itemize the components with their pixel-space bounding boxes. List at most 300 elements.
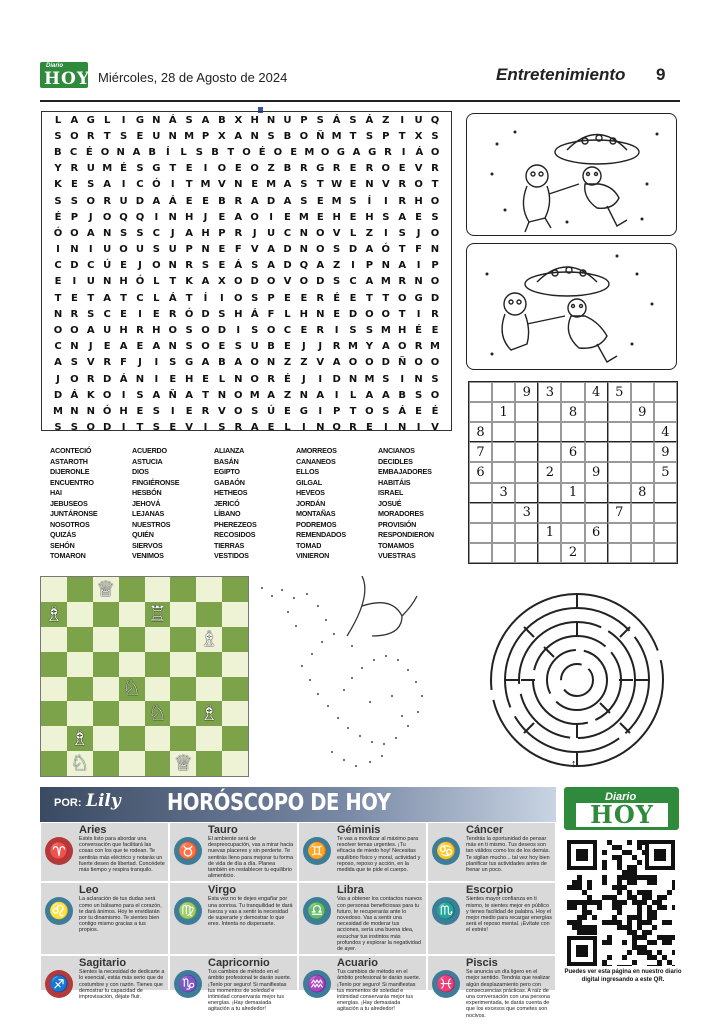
- chess-square[interactable]: [93, 701, 119, 726]
- word-search-letter: S: [136, 227, 144, 239]
- word-search-letter: I: [416, 422, 421, 434]
- sudoku-cell[interactable]: 1: [492, 402, 515, 422]
- word-search-letter: É: [333, 292, 341, 304]
- word-search-letter: J: [88, 211, 93, 223]
- chess-square[interactable]: [145, 677, 171, 702]
- word-search-letter: A: [316, 389, 325, 401]
- sudoku-cell[interactable]: 7: [608, 503, 631, 523]
- word-search-letter: O: [234, 405, 243, 417]
- sudoku-cell[interactable]: [538, 503, 561, 523]
- word-search-letter: E: [218, 211, 226, 223]
- chess-square[interactable]: ♘: [119, 677, 145, 702]
- word-list-item: MORADORES: [378, 509, 424, 518]
- word-search-row: [42, 420, 451, 436]
- sudoku-cell[interactable]: [469, 543, 492, 563]
- word-search-letter: Á: [365, 114, 374, 126]
- word-search-letter: X: [218, 276, 226, 288]
- word-search-letter: V: [283, 276, 292, 288]
- word-search-letter: C: [103, 308, 111, 320]
- word-search-letter: S: [185, 325, 193, 337]
- chess-square[interactable]: [119, 701, 145, 726]
- word-search-letter: I: [154, 211, 159, 223]
- word-search-letter: N: [299, 227, 309, 239]
- chess-square[interactable]: [170, 701, 196, 726]
- word-search-letter: O: [430, 276, 440, 288]
- sudoku-cell[interactable]: 1: [538, 523, 561, 543]
- sudoku-cell[interactable]: [469, 523, 492, 543]
- sudoku-cell[interactable]: 9: [585, 462, 608, 482]
- word-search-letter: Á: [234, 260, 243, 272]
- chess-square[interactable]: [170, 652, 196, 677]
- word-search-letter: O: [299, 130, 309, 142]
- word-search-letter: N: [430, 244, 440, 256]
- chess-square[interactable]: [41, 726, 67, 751]
- word-search-letter: D: [430, 292, 440, 304]
- sudoku-cell[interactable]: [561, 523, 584, 543]
- sudoku-cell[interactable]: [585, 483, 608, 503]
- word-search-letter: I: [56, 244, 60, 256]
- sudoku-cell[interactable]: 5: [654, 462, 677, 482]
- chess-square[interactable]: [119, 602, 145, 627]
- sudoku-cell[interactable]: [585, 442, 608, 462]
- chess-square[interactable]: [170, 726, 196, 751]
- word-search-letter: T: [398, 130, 406, 142]
- word-list-item: EGIPTO: [214, 467, 240, 476]
- word-list-item: NUESTROS: [132, 519, 171, 529]
- chess-square[interactable]: [222, 751, 248, 776]
- sudoku-cell[interactable]: 6: [469, 462, 492, 482]
- word-search-letter: Ú: [103, 260, 112, 272]
- word-list-item: JERICÓ: [214, 498, 240, 508]
- sudoku-cell[interactable]: [469, 483, 492, 503]
- chess-square[interactable]: [93, 726, 119, 751]
- sudoku-cell[interactable]: [585, 402, 608, 422]
- word-search-letter: A: [398, 260, 407, 272]
- chess-square[interactable]: [93, 751, 119, 776]
- chess-square[interactable]: [41, 751, 67, 776]
- chess-square[interactable]: [41, 627, 67, 652]
- word-search-row: [42, 339, 451, 355]
- word-search-row: [42, 144, 451, 160]
- sudoku-cell[interactable]: [538, 422, 561, 442]
- word-search-letter: R: [201, 405, 210, 417]
- word-search-letter: H: [184, 373, 194, 385]
- zodiac-cáncer-icon: ♋: [432, 837, 460, 865]
- word-search-letter: U: [168, 244, 177, 256]
- sudoku-cell[interactable]: [654, 523, 677, 543]
- word-search-letter: Á: [168, 114, 177, 126]
- word-list-item: VESTIDOS: [214, 551, 249, 560]
- sign-name: Escorpio: [466, 884, 514, 897]
- sudoku-cell[interactable]: [492, 523, 515, 543]
- word-search-letter: G: [86, 114, 95, 126]
- word-search-letter: R: [332, 341, 341, 353]
- sudoku-cell[interactable]: [492, 543, 515, 563]
- word-search-letter: H: [152, 325, 161, 337]
- sudoku-cell[interactable]: [585, 543, 608, 563]
- word-search-letter: M: [380, 276, 391, 288]
- sudoku-cell[interactable]: [515, 402, 538, 422]
- sudoku-cell[interactable]: [561, 382, 584, 402]
- word-search-letter: A: [250, 422, 259, 434]
- sudoku-cell[interactable]: [469, 382, 492, 402]
- word-search-letter: N: [70, 405, 79, 417]
- word-search-letter: R: [234, 227, 243, 239]
- sudoku-cell[interactable]: [515, 523, 538, 543]
- sudoku-cell[interactable]: [585, 503, 608, 523]
- word-search-letter: O: [250, 373, 259, 385]
- sudoku-cell[interactable]: [469, 503, 492, 523]
- word-search-letter: T: [120, 292, 127, 304]
- chess-square[interactable]: [145, 577, 171, 602]
- chess-square[interactable]: ♗: [41, 602, 67, 627]
- sudoku-cell[interactable]: [515, 442, 538, 462]
- chess-square[interactable]: [67, 652, 93, 677]
- word-search-letter: E: [284, 405, 291, 417]
- word-search-letter: H: [119, 405, 128, 417]
- word-search-letter: U: [152, 130, 161, 142]
- word-search-letter: O: [430, 227, 440, 239]
- word-search-letter: N: [381, 260, 390, 272]
- sudoku-cell[interactable]: [608, 462, 631, 482]
- word-search-letter: O: [250, 357, 259, 369]
- word-search-letter: B: [283, 163, 292, 175]
- word-search-row: [42, 177, 451, 193]
- sudoku-cell[interactable]: [515, 483, 538, 503]
- chess-square[interactable]: [170, 577, 196, 602]
- chess-square[interactable]: [170, 677, 196, 702]
- chess-square[interactable]: [41, 652, 67, 677]
- chess-square[interactable]: ♖: [145, 602, 171, 627]
- sudoku-cell[interactable]: [492, 462, 515, 482]
- word-search-letter: Á: [70, 389, 79, 401]
- chess-square[interactable]: [222, 701, 248, 726]
- sudoku-cell[interactable]: [608, 483, 631, 503]
- sudoku-cell[interactable]: [631, 523, 654, 543]
- chess-square[interactable]: [119, 726, 145, 751]
- sudoku-cell[interactable]: [608, 422, 631, 442]
- word-search-letter: J: [301, 341, 306, 353]
- word-list-item: GILGAL: [296, 477, 322, 487]
- word-search-letter: J: [416, 227, 421, 239]
- chess-square[interactable]: [170, 627, 196, 652]
- sign-text: Tus cambios de método en el ámbito profesional te darán suerte. ¡Tenlo por seguro! Si manifiestas tus momentos de soledad e intimidad conservarás mejor tus energías. ¡Hay demasiada agitación a tu alrededor!: [337, 969, 421, 1013]
- word-search-letter: N: [234, 373, 243, 385]
- word-search-letter: A: [70, 114, 79, 126]
- word-search-letter: N: [168, 260, 177, 272]
- word-search-letter: I: [416, 308, 421, 320]
- word-search-letter: S: [251, 260, 259, 272]
- word-search-row: [42, 355, 451, 371]
- issue-date: Miércoles, 28 de Agosto de 2024: [98, 70, 288, 85]
- word-search-letter: Q: [135, 211, 145, 223]
- chess-square[interactable]: ♗: [196, 627, 222, 652]
- chess-square[interactable]: [222, 652, 248, 677]
- sign-text: El ambiente será de despreocupación, vas a mirar hacia nuevas placeres y sin perderte. Te sentirás lleno para mejorar tu forma de vida de día a día. Planea también en restablecer tu equilibrio alimenticio.: [208, 836, 294, 880]
- circular-maze: [484, 590, 670, 776]
- chess-square[interactable]: [119, 577, 145, 602]
- chess-square[interactable]: [93, 602, 119, 627]
- word-search-letter: O: [430, 389, 440, 401]
- word-list-item: LEJANAS: [132, 509, 165, 518]
- chess-square[interactable]: [222, 627, 248, 652]
- chess-square[interactable]: [145, 751, 171, 776]
- chess-square[interactable]: [67, 677, 93, 702]
- zodiac-piscis-icon: ♓: [432, 970, 460, 998]
- word-list-item: ACONTECIÓ: [50, 446, 92, 455]
- word-search-letter: N: [348, 373, 358, 385]
- sudoku-cell[interactable]: [654, 543, 677, 563]
- word-search-letter: Ú: [267, 405, 276, 417]
- word-search-letter: H: [414, 195, 423, 207]
- sudoku-cell[interactable]: [631, 543, 654, 563]
- sudoku-cell[interactable]: [538, 543, 561, 563]
- sudoku-cell[interactable]: [515, 543, 538, 563]
- word-list-item: SEHÓN: [50, 540, 75, 550]
- sudoku-cell[interactable]: 9: [654, 442, 677, 462]
- chess-square[interactable]: [67, 701, 93, 726]
- chess-square[interactable]: [119, 627, 145, 652]
- word-search-letter: O: [201, 325, 210, 337]
- word-search-letter: H: [250, 114, 259, 126]
- word-list-item: TIERRAS: [214, 540, 245, 550]
- word-search-letter: Í: [203, 292, 208, 304]
- zodiac-escorpio-icon: ♏: [432, 897, 460, 925]
- chess-square[interactable]: ♗: [67, 726, 93, 751]
- word-search-letter: M: [249, 389, 260, 401]
- word-search-letter: I: [401, 146, 406, 158]
- sudoku-cell[interactable]: 4: [654, 422, 677, 442]
- sudoku-cell[interactable]: 8: [469, 422, 492, 442]
- word-search-grid: [41, 111, 452, 434]
- sudoku-cell[interactable]: [561, 462, 584, 482]
- sudoku-cell[interactable]: [654, 402, 677, 422]
- word-list-item: RECOSIDOS: [214, 530, 256, 539]
- sudoku-cell[interactable]: [631, 503, 654, 523]
- word-search-letter: D: [135, 195, 145, 207]
- sudoku-cell[interactable]: [515, 462, 538, 482]
- chess-square[interactable]: [145, 627, 171, 652]
- word-search-letter: T: [185, 179, 193, 191]
- chess-square[interactable]: [93, 627, 119, 652]
- word-search-letter: P: [70, 211, 79, 223]
- chess-square[interactable]: ♕: [93, 577, 119, 602]
- word-search-letter: N: [168, 130, 177, 142]
- word-search-letter: O: [348, 357, 358, 369]
- sudoku-cell[interactable]: 9: [515, 382, 538, 402]
- word-search-letter: A: [267, 389, 275, 401]
- sudoku-cell[interactable]: [561, 422, 584, 442]
- chess-square[interactable]: [93, 652, 119, 677]
- word-search-letter: N: [299, 244, 309, 256]
- sudoku-cell[interactable]: 2: [561, 543, 584, 563]
- word-search-letter: T: [349, 130, 357, 142]
- chess-square[interactable]: [93, 677, 119, 702]
- sudoku-cell[interactable]: [538, 442, 561, 462]
- sudoku-cell[interactable]: [631, 422, 654, 442]
- sudoku-cell[interactable]: [608, 402, 631, 422]
- word-search-letter: G: [185, 357, 194, 369]
- chess-square[interactable]: [222, 577, 248, 602]
- sudoku-cell[interactable]: 8: [561, 402, 584, 422]
- word-search-letter: D: [283, 260, 292, 272]
- sudoku-cell[interactable]: [515, 422, 538, 442]
- sudoku-cell[interactable]: [561, 503, 584, 523]
- sudoku-cell[interactable]: [492, 503, 515, 523]
- chess-square[interactable]: [196, 652, 222, 677]
- word-search-letter: U: [414, 114, 423, 126]
- chess-square[interactable]: [196, 677, 222, 702]
- sudoku-cell[interactable]: 6: [561, 442, 584, 462]
- word-search-letter: I: [88, 244, 93, 256]
- word-search-letter: E: [349, 179, 357, 191]
- sudoku-cell[interactable]: [654, 483, 677, 503]
- word-search-letter: A: [365, 276, 374, 288]
- chess-square[interactable]: [196, 726, 222, 751]
- sudoku-cell[interactable]: [654, 382, 677, 402]
- word-search-letter: O: [365, 308, 374, 320]
- word-search-letter: L: [284, 422, 291, 434]
- chess-square[interactable]: [41, 677, 67, 702]
- sudoku-cell[interactable]: 4: [585, 382, 608, 402]
- chess-square[interactable]: [222, 726, 248, 751]
- word-search-letter: A: [152, 389, 161, 401]
- chess-square[interactable]: [222, 602, 248, 627]
- word-search-letter: O: [168, 325, 177, 337]
- word-search-letter: O: [315, 244, 325, 256]
- word-search-letter: C: [283, 325, 292, 337]
- word-search-letter: O: [381, 308, 391, 320]
- chess-square[interactable]: [67, 627, 93, 652]
- sudoku-cell[interactable]: [585, 422, 608, 442]
- chess-square[interactable]: [196, 751, 222, 776]
- word-search-letter: S: [152, 244, 160, 256]
- sudoku-cell[interactable]: 3: [515, 503, 538, 523]
- astronaut-ufo-illustration-bottom: [467, 244, 677, 370]
- horoscope-sign-escorpio: [427, 882, 556, 955]
- horoscope-sign-leo: [40, 882, 169, 955]
- word-search-letter: F: [415, 244, 423, 256]
- sudoku-cell[interactable]: [654, 503, 677, 523]
- word-list-item: HABITÁIS: [378, 477, 411, 487]
- chess-square[interactable]: [41, 701, 67, 726]
- sudoku-cell[interactable]: [608, 442, 631, 462]
- word-search-letter: D: [348, 244, 358, 256]
- word-search-letter: E: [349, 292, 357, 304]
- chess-square[interactable]: [145, 726, 171, 751]
- chess-square[interactable]: [145, 652, 171, 677]
- chess-square[interactable]: [170, 602, 196, 627]
- sudoku-cell[interactable]: [492, 382, 515, 402]
- diario-hoy-promo-logo: [564, 787, 679, 830]
- sign-text: Se anuncia un día ligero en el mejor sentido. Tendrás que realizar algún desplazamiento pero con consecuencias prácticas. A raíz de una conversación con una persona experimentada, te darás cuenta de que los excesos que cometes son nocivos.: [466, 969, 551, 1019]
- sudoku-cell[interactable]: [469, 402, 492, 422]
- word-search-letter: E: [103, 341, 111, 353]
- chess-square[interactable]: ♕: [170, 751, 196, 776]
- word-search-letter: A: [381, 389, 390, 401]
- sudoku-cell[interactable]: 3: [538, 382, 561, 402]
- chess-square[interactable]: ♗: [196, 701, 222, 726]
- word-search-letter: S: [152, 422, 160, 434]
- word-search-letter: O: [365, 405, 374, 417]
- sudoku-cell[interactable]: 5: [608, 382, 631, 402]
- word-search-letter: O: [250, 211, 259, 223]
- chess-square[interactable]: ♘: [67, 751, 93, 776]
- chess-square[interactable]: [67, 602, 93, 627]
- word-search-letter: O: [217, 163, 227, 175]
- word-search-letter: R: [431, 308, 439, 320]
- sudoku-cell[interactable]: [608, 543, 631, 563]
- word-search-letter: L: [349, 227, 357, 239]
- word-list-item: ALIANZA: [214, 446, 245, 455]
- word-search-letter: O: [102, 211, 112, 223]
- chess-square[interactable]: [119, 751, 145, 776]
- word-search-letter: O: [266, 325, 276, 337]
- chess-square[interactable]: ♘: [145, 701, 171, 726]
- word-search-letter: S: [349, 114, 357, 126]
- sudoku-cell[interactable]: [492, 422, 515, 442]
- word-search-letter: V: [414, 163, 423, 175]
- word-search-letter: A: [283, 179, 292, 191]
- sudoku-cell[interactable]: [631, 442, 654, 462]
- sudoku-cell[interactable]: [492, 442, 515, 462]
- sudoku-cell[interactable]: 8: [631, 483, 654, 503]
- sudoku-cell[interactable]: [608, 523, 631, 543]
- word-search-letter: M: [266, 179, 277, 191]
- chess-square[interactable]: [222, 677, 248, 702]
- sudoku-cell[interactable]: [631, 462, 654, 482]
- sudoku-cell[interactable]: 1: [561, 483, 584, 503]
- sudoku-cell[interactable]: [538, 402, 561, 422]
- sudoku-cell[interactable]: 3: [492, 483, 515, 503]
- logo-small-text: Diario: [46, 63, 64, 69]
- word-search-letter: I: [383, 422, 388, 434]
- word-search-letter: I: [236, 325, 241, 337]
- word-search-letter: I: [334, 389, 339, 401]
- word-search-letter: N: [86, 405, 95, 417]
- word-search-letter: Ñ: [316, 130, 325, 142]
- word-search-letter: T: [316, 179, 324, 191]
- word-search-letter: O: [397, 341, 407, 353]
- qr-code[interactable]: [567, 840, 675, 966]
- sudoku-cell[interactable]: 2: [538, 462, 561, 482]
- sudoku-cell[interactable]: [631, 382, 654, 402]
- horoscope-sign-sagitario: [40, 955, 169, 1022]
- sudoku-cell[interactable]: 7: [469, 442, 492, 462]
- chess-square[interactable]: [41, 577, 67, 602]
- chess-square[interactable]: [196, 577, 222, 602]
- word-search-row: [42, 387, 451, 403]
- word-list-item: JEHOVÁ: [132, 498, 161, 508]
- word-list-item: VINIERON: [296, 551, 330, 560]
- word-search-letter: Í: [166, 146, 170, 158]
- word-list-item: GABAÓN: [214, 477, 245, 487]
- word-search-letter: N: [102, 227, 112, 239]
- word-list-item: CANANEOS: [296, 456, 336, 466]
- word-search-letter: I: [203, 163, 208, 175]
- chess-square[interactable]: [196, 602, 222, 627]
- sudoku-cell[interactable]: 9: [631, 402, 654, 422]
- chess-square[interactable]: [119, 652, 145, 677]
- sign-name: Piscis: [466, 957, 498, 970]
- sign-name: Tauro: [208, 824, 238, 836]
- sudoku-cell[interactable]: [538, 483, 561, 503]
- word-search-letter: D: [316, 276, 325, 288]
- word-search-letter: I: [154, 373, 159, 385]
- chess-square[interactable]: [67, 577, 93, 602]
- word-search-letter: C: [349, 276, 357, 288]
- sudoku-cell[interactable]: 6: [585, 523, 608, 543]
